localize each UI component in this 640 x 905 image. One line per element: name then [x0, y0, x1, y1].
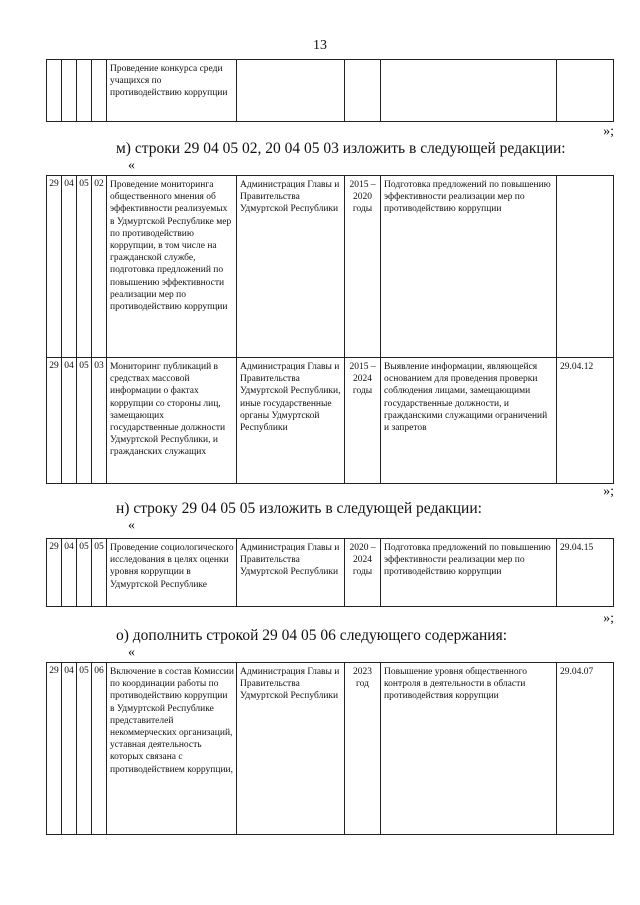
section-m-heading: м) строки 29 04 05 02, 20 04 05 03 изложить в следующей редакции:	[116, 140, 566, 157]
cell-gp: 29	[47, 539, 62, 607]
table-row	[47, 176, 614, 358]
cell-om: 05	[77, 663, 92, 835]
closing-quote: »;	[603, 124, 614, 139]
table-section-o	[46, 662, 614, 835]
table-row	[47, 60, 614, 122]
cell-m: 03	[92, 358, 107, 484]
cell-m: 05	[92, 539, 107, 607]
table-row	[47, 663, 614, 835]
cell-pp: 04	[62, 358, 77, 484]
cell-gp: 29	[47, 663, 62, 835]
cell-link	[557, 176, 614, 358]
cell-period: 2020 – 2024 годы	[345, 539, 381, 607]
cell-name: Проведение социологического исследования в целях оценки уровня коррупции в Удмуртской Республике	[107, 539, 237, 607]
table-row	[47, 358, 614, 484]
cell-name: Проведение мониторинга общественного мнения об эффективности реализуемых в Удмуртской Республике мер по противодействию коррупции, в том числе на гражданской службе, подготовка предложений по повышению эффективности реализации мер по противодействию коррупции	[107, 176, 237, 358]
page-number: 13	[313, 38, 327, 53]
opening-quote: «	[128, 518, 135, 533]
table-section-n	[46, 538, 614, 607]
cell-result	[381, 60, 557, 122]
cell-executor: Администрация Главы и Правительства Удмуртской Республики, иные государственные органы Удмуртской Республики	[237, 358, 345, 484]
cell-gp	[47, 60, 62, 122]
cell-link: 29.04.07	[557, 663, 614, 835]
cell-executor: Администрация Главы и Правительства Удмуртской Республики	[237, 176, 345, 358]
table-row	[47, 539, 614, 607]
cell-gp: 29	[47, 358, 62, 484]
cell-period: 2015 – 2020 годы	[345, 176, 381, 358]
cell-pp	[62, 60, 77, 122]
cell-period: 2015 – 2024 годы	[345, 358, 381, 484]
cell-m: 02	[92, 176, 107, 358]
cell-result: Повышение уровня общественного контроля в деятельности в области противодействия коррупции	[381, 663, 557, 835]
cell-pp: 04	[62, 176, 77, 358]
section-n-heading: н) строку 29 04 05 05 изложить в следующей редакции:	[116, 500, 482, 517]
cell-m	[92, 60, 107, 122]
cell-executor: Администрация Главы и Правительства Удмуртской Республики	[237, 663, 345, 835]
opening-quote: «	[128, 158, 135, 173]
cell-period	[345, 60, 381, 122]
cell-link	[557, 60, 614, 122]
cell-executor	[237, 60, 345, 122]
cell-link: 29.04.15	[557, 539, 614, 607]
cell-pp: 04	[62, 663, 77, 835]
cell-pp: 04	[62, 539, 77, 607]
table-section-m	[46, 175, 614, 484]
section-o-heading: о) дополнить строкой 29 04 05 06 следующего содержания:	[116, 627, 508, 644]
cell-name: Мониторинг публикаций в средствах массовой информации о фактах коррупции со стороны лиц, замещающих государственные должности Удмуртской Республики, и гражданских служащих	[107, 358, 237, 484]
cell-om: 05	[77, 176, 92, 358]
closing-quote: »;	[603, 611, 614, 626]
cell-om: 05	[77, 539, 92, 607]
closing-quote: »;	[603, 484, 614, 499]
cell-result: Выявление информации, являющейся основанием для проведения проверки соблюдения лицами, замещающими государственные должности, и гражданскими служащими ограничений и запретов	[381, 358, 557, 484]
cell-period: 2023 год	[345, 663, 381, 835]
cell-gp: 29	[47, 176, 62, 358]
cell-executor: Администрация Главы и Правительства Удмуртской Республики	[237, 539, 345, 607]
cell-result: Подготовка предложений по повышению эффективности реализации мер по противодействию коррупции	[381, 539, 557, 607]
cell-name: Включение в состав Комиссии по координации работы по противодействию коррупции в Удмуртской Республике представителей некоммерческих организаций, уставная деятельность которых связана с противодействием коррупции,	[107, 663, 237, 835]
cell-link: 29.04.12	[557, 358, 614, 484]
opening-quote: «	[128, 645, 135, 660]
cell-m: 06	[92, 663, 107, 835]
table-continuation	[46, 59, 614, 122]
cell-om	[77, 60, 92, 122]
cell-om: 05	[77, 358, 92, 484]
cell-result: Подготовка предложений по повышению эффективности реализации мер по противодействию коррупции	[381, 176, 557, 358]
cell-name: Проведение конкурса среди учащихся по противодействию коррупции	[107, 60, 237, 122]
